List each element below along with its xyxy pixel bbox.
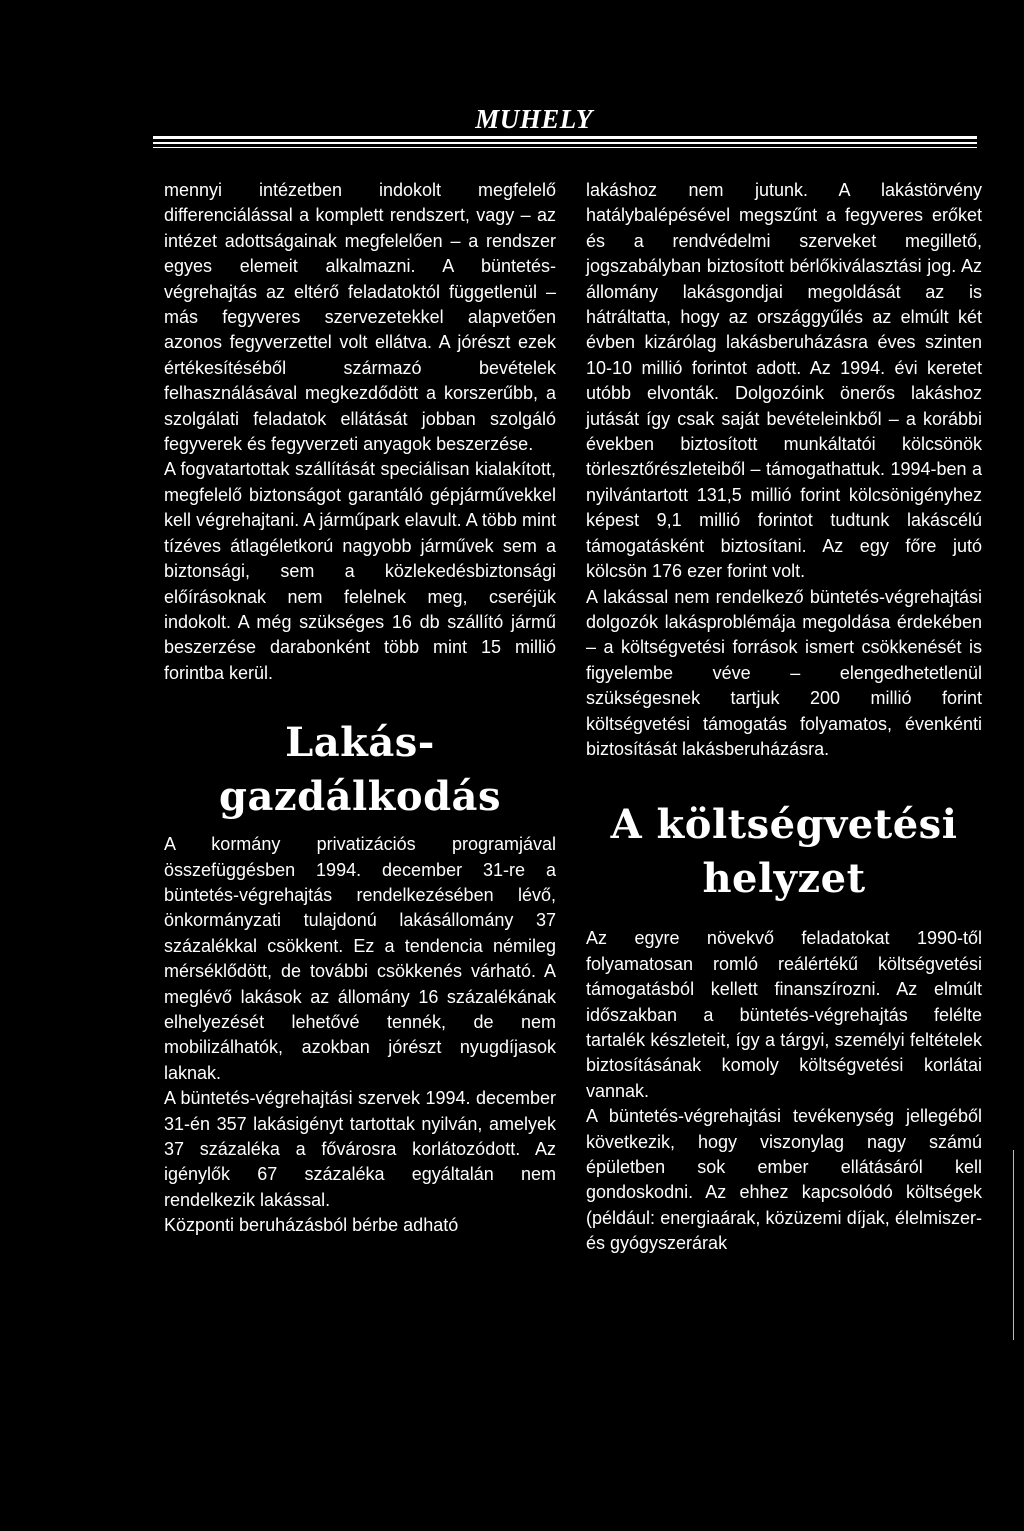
heading-line: A költségvetési xyxy=(610,801,958,849)
paragraph: lakáshoz nem jutunk. A lakástörvény hatálybalépésével megszűnt a fegyveres erőket és a rendvédelmi szerveket megillető, jogszabályban biztosított bérlőkiválasztási jog. Az állomány lakásgondjai megoldását az is hátráltatta, hogy az országgyűlés az elmúlt két évben kizárólag lakásberuházásra éves szinten 10-10 millió forintot adott. Az 1994. évi keretet utóbb elvonták. Dolgozóink önerős lakáshoz jutását így csak saját bevételeinkből – a korábbi években biztosított munkáltatói kölcsönök törlesztőrészleteiből – támogathattuk. 1994-ben a nyilvántartott 131,5 millió forint kölcsönigényhez képest 9,1 millió forintot tudtunk lakáscélú támogatásként biztosítani. Az egy főre jutó kölcsön 176 ezer forint volt. xyxy=(586,180,982,582)
left-column xyxy=(164,178,556,1239)
header-rule-thick xyxy=(153,136,977,139)
paragraph: A fogvatartottak szállítását speciálisan kialakított, megfelelő biztonságot garantáló gépjárművekkel kell végrehajtani. A járműpark elavult. A több mint tízéves átlagéletkorú nagyobb járművek sem a biztonsági, sem a közlekedésbiztonsági előírásoknak nem felelnek meg, cseréjük indokolt. A még szükséges 16 db szállító jármű beszerzése darabonként több mint 15 millió forintba kerül. xyxy=(164,459,556,683)
paragraph: mennyi intézetben indokolt megfelelő differenciálással a komplett rendszert, vagy – az intézet adottságainak megfelelően – a rendszer egyes elemeit alkalmazni. A büntetés-végrehajtás az eltérő feladatoktól függetlenül – más fegyveres szervezetekkel alapvetően azonos fegyverzettel volt ellátva. A jórészt ezek értékesítéséből származó bevételek felhasználásával megkezdődött a korszerűbb, a szolgálati feladatok ellátását jobban szolgáló fegyverek és fegyverzeti anyagok beszerzése. xyxy=(164,180,556,455)
heading-line: helyzet xyxy=(702,855,866,903)
paragraph: A büntetés-végrehajtási tevékenység jellegéből következik, hogy viszonylag nagy számú épületben sok ember ellátásáról kell gondoskodni. Az ehhez kapcsolódó költségek (például: energiaárak, közüzemi díjak, élelmiszer- és gyógyszerárak xyxy=(586,1106,982,1254)
paragraph: Az egyre növekvő feladatokat 1990-től folyamatosan romló reálértékű költségvetési támogatásból kellett finanszírozni. Az elmúlt időszakban a büntetés-végrehajtás felélte tartalék készleteit, így a tárgyi, személyi feltételek biztosításának komoly költségvetési korlátai vannak. xyxy=(586,928,982,1101)
header-rule-thin xyxy=(153,147,977,148)
paragraph: A büntetés-végrehajtási szervek 1994. december 31-én 357 lakásigényt tartottak nyilván, amelyek 37 százaléka a fővárosra korlátozódott. Az igénylők 67 százaléka egyáltalán nem rendelkezik lakással. xyxy=(164,1088,556,1210)
right-column xyxy=(586,178,982,1257)
paragraph: Központi beruházásból bérbe adható xyxy=(164,1215,459,1236)
heading-line: Lakás- xyxy=(285,719,435,767)
paragraph: A kormány privatizációs programjával összefüggésben 1994. december 31-re a büntetés-végrehajtás rendelkezésében lévő, önkormányzati tulajdonú lakásállomány 37 százalékkal csökkent. Ez a tendencia némileg mérséklődött, de további csökkenés várható. A meglévő lakások az állomány 16 százalékának elhelyezését lehetővé tennék, de nem mobilizálhatók, azokban jórészt nyugdíjasok laknak. xyxy=(164,834,556,1083)
heading-line: gazdálkodás xyxy=(219,773,501,821)
page-header-title: MUHELY xyxy=(475,104,593,134)
header-rule-middle xyxy=(153,142,977,144)
section-heading-koltsegvetesi-helyzet xyxy=(586,798,982,906)
paragraph: A lakással nem rendelkező büntetés-végrehajtási dolgozók lakásproblémája megoldása érdekében – a költségvetési források ismert csökkenését is figyelembe véve – elengedhetetlenül szükségesnek tartjuk 200 millió forint költségvetési támogatás folyamatos, évenkénti biztosítását lakásberuházásra. xyxy=(586,586,982,759)
section-heading-lakasgazdalkodas xyxy=(164,716,556,824)
scan-edge-line xyxy=(1013,1150,1014,1340)
